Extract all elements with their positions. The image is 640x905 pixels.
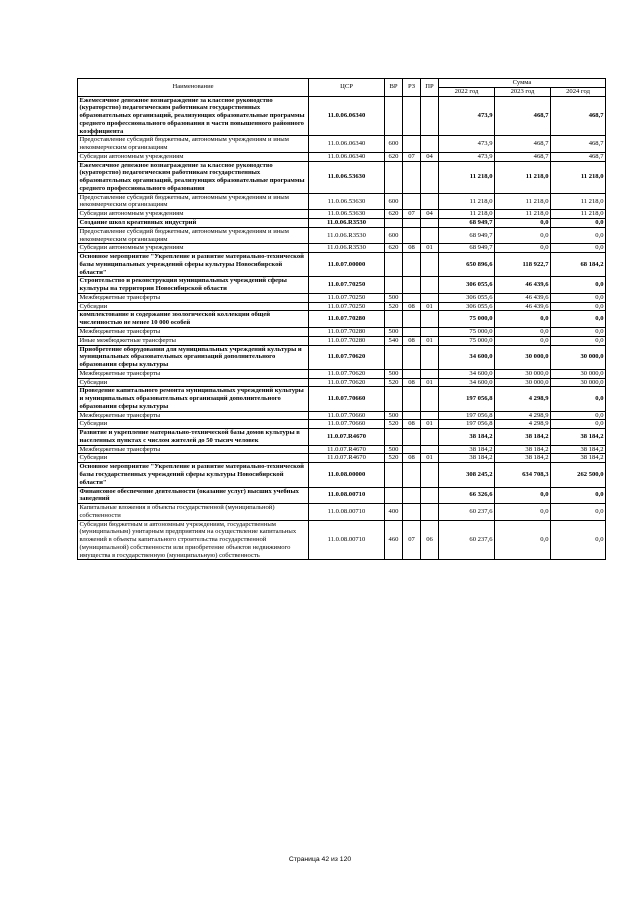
row-value-2023: 634 708,3	[495, 463, 551, 487]
row-vr	[385, 161, 403, 193]
row-value-2024: 262 500,0	[551, 463, 606, 487]
row-rz: 08	[403, 420, 421, 429]
table-row	[78, 429, 606, 446]
row-value-2023: 46 439,6	[495, 277, 551, 294]
row-value-2022: 473,9	[439, 152, 495, 161]
row-value-2024: 0,0	[551, 293, 606, 302]
row-pr: 04	[421, 210, 439, 219]
row-pr	[421, 293, 439, 302]
row-csr: 11.0.07.70620	[309, 369, 385, 378]
header-vr: ВР	[385, 79, 403, 97]
row-value-2023: 11 218,0	[495, 193, 551, 210]
table-row	[78, 293, 606, 302]
table-row	[78, 327, 606, 336]
row-value-2024: 0,0	[551, 277, 606, 294]
row-value-2024: 38 184,2	[551, 445, 606, 454]
row-name: Финансовое обеспечение деятельности (оказание услуг) высших учебных заведений	[78, 487, 309, 504]
row-value-2023: 30 000,0	[495, 369, 551, 378]
header-sum: Сумма	[439, 79, 606, 88]
row-pr	[421, 445, 439, 454]
row-value-2024: 30 000,0	[551, 369, 606, 378]
row-vr: 620	[385, 210, 403, 219]
row-rz	[403, 136, 421, 153]
row-vr: 520	[385, 420, 403, 429]
row-value-2023: 0,0	[495, 504, 551, 521]
table-row	[78, 445, 606, 454]
table-header-row	[78, 79, 606, 88]
row-pr	[421, 161, 439, 193]
row-value-2022: 75 000,0	[439, 336, 495, 345]
row-value-2022: 60 237,6	[439, 504, 495, 521]
row-name: Основное мероприятие "Укрепление и развитие материально-технической базы государственных учреждений сферы культуры Новосибирской области"	[78, 463, 309, 487]
row-rz	[403, 161, 421, 193]
row-name: Субсидии	[78, 378, 309, 387]
row-csr: 11.0.06.R3530	[309, 219, 385, 228]
row-value-2023: 30 000,0	[495, 345, 551, 369]
row-csr: 11.0.07.70280	[309, 327, 385, 336]
row-pr: 01	[421, 378, 439, 387]
header-csr: ЦСР	[309, 79, 385, 97]
row-value-2022: 75 000,0	[439, 311, 495, 328]
row-rz	[403, 345, 421, 369]
budget-table	[77, 78, 606, 560]
row-value-2024: 0,0	[551, 504, 606, 521]
row-vr	[385, 429, 403, 446]
row-vr	[385, 345, 403, 369]
row-pr	[421, 487, 439, 504]
row-value-2023: 4 298,9	[495, 420, 551, 429]
table-row	[78, 277, 606, 294]
row-vr: 520	[385, 378, 403, 387]
row-name: Ежемесячное денежное вознаграждение за классное руководство (кураторство) педагогическим работникам государственных образовательных организаций, реализующих образовательные программы среднего профессионального образования в части повышенного районного коэффициента	[78, 96, 309, 136]
row-name: Межбюджетные трансферты	[78, 369, 309, 378]
row-name: Субсидии	[78, 420, 309, 429]
table-row	[78, 193, 606, 210]
row-value-2022: 306 055,6	[439, 293, 495, 302]
row-rz: 08	[403, 302, 421, 311]
row-value-2024: 468,7	[551, 152, 606, 161]
row-pr	[421, 463, 439, 487]
row-rz: 08	[403, 378, 421, 387]
row-pr	[421, 253, 439, 277]
row-rz: 08	[403, 336, 421, 345]
row-rz	[403, 253, 421, 277]
row-value-2024: 0,0	[551, 227, 606, 244]
row-value-2023: 0,0	[495, 327, 551, 336]
row-csr: 11.0.07.R4670	[309, 445, 385, 454]
row-value-2023: 0,0	[495, 487, 551, 504]
row-vr: 620	[385, 244, 403, 253]
row-value-2022: 11 218,0	[439, 161, 495, 193]
row-value-2022: 38 184,2	[439, 429, 495, 446]
row-rz	[403, 504, 421, 521]
row-pr	[421, 136, 439, 153]
row-value-2022: 11 218,0	[439, 210, 495, 219]
row-value-2024: 0,0	[551, 520, 606, 560]
row-csr: 11.0.07.R4670	[309, 454, 385, 463]
row-csr: 11.0.07.70280	[309, 336, 385, 345]
row-rz	[403, 411, 421, 420]
table-row	[78, 378, 606, 387]
header-year-2022: 2022 год	[439, 87, 495, 96]
row-value-2023: 468,7	[495, 136, 551, 153]
table-row	[78, 504, 606, 521]
row-name: Предоставление субсидий бюджетным, автономным учреждениям и иным некоммерческим организациям	[78, 136, 309, 153]
table-row	[78, 454, 606, 463]
row-value-2022: 11 218,0	[439, 193, 495, 210]
row-value-2023: 468,7	[495, 96, 551, 136]
row-csr: 11.0.07.70660	[309, 420, 385, 429]
row-value-2022: 306 055,6	[439, 277, 495, 294]
row-pr: 01	[421, 302, 439, 311]
row-vr	[385, 253, 403, 277]
row-csr: 11.0.06.R3530	[309, 227, 385, 244]
row-rz: 08	[403, 244, 421, 253]
row-value-2024: 0,0	[551, 411, 606, 420]
row-pr: 01	[421, 244, 439, 253]
row-rz	[403, 193, 421, 210]
row-name: Субсидии автономным учреждениям	[78, 152, 309, 161]
row-csr: 11.0.06.06340	[309, 96, 385, 136]
table-row	[78, 302, 606, 311]
row-rz	[403, 311, 421, 328]
row-value-2024: 30 000,0	[551, 378, 606, 387]
row-value-2024: 11 218,0	[551, 193, 606, 210]
row-pr	[421, 327, 439, 336]
row-pr	[421, 345, 439, 369]
row-vr	[385, 277, 403, 294]
row-name: Создание школ креативных индустрий	[78, 219, 309, 228]
row-value-2022: 60 237,6	[439, 520, 495, 560]
row-value-2024: 0,0	[551, 336, 606, 345]
row-vr: 540	[385, 336, 403, 345]
row-value-2024: 38 184,2	[551, 454, 606, 463]
row-pr	[421, 277, 439, 294]
table-body	[78, 96, 606, 560]
row-value-2024: 468,7	[551, 136, 606, 153]
row-csr: 11.0.07.70620	[309, 378, 385, 387]
row-vr	[385, 463, 403, 487]
row-pr	[421, 387, 439, 411]
row-pr	[421, 369, 439, 378]
row-value-2023: 4 298,9	[495, 387, 551, 411]
table-row	[78, 96, 606, 136]
row-value-2022: 34 600,0	[439, 345, 495, 369]
row-vr: 500	[385, 411, 403, 420]
row-vr	[385, 387, 403, 411]
page-footer: Страница 42 из 120	[288, 856, 352, 863]
table-row	[78, 487, 606, 504]
row-pr	[421, 227, 439, 244]
header-year-2024: 2024 год	[551, 87, 606, 96]
row-value-2023: 0,0	[495, 520, 551, 560]
row-csr: 11.0.07.70280	[309, 311, 385, 328]
row-value-2024: 68 184,2	[551, 253, 606, 277]
header-pr: ПР	[421, 79, 439, 97]
row-value-2023: 11 218,0	[495, 161, 551, 193]
row-value-2023: 0,0	[495, 311, 551, 328]
row-value-2022: 197 056,8	[439, 411, 495, 420]
row-value-2022: 38 184,2	[439, 445, 495, 454]
row-value-2024: 30 000,0	[551, 345, 606, 369]
row-value-2024: 0,0	[551, 387, 606, 411]
row-csr: 11.0.06.R3530	[309, 244, 385, 253]
row-value-2023: 0,0	[495, 336, 551, 345]
row-value-2023: 0,0	[495, 219, 551, 228]
row-csr: 11.0.07.70620	[309, 345, 385, 369]
row-name: Развитие и укрепление материально-технической базы домов культуры в населенных пунктах с числом жителей до 50 тысяч человек	[78, 429, 309, 446]
row-name: Приобретение оборудования для муниципальных учреждений культуры и муниципальных образовательных организаций дополнительного образования сферы культуры	[78, 345, 309, 369]
row-value-2023: 30 000,0	[495, 378, 551, 387]
row-rz	[403, 387, 421, 411]
row-value-2024: 0,0	[551, 420, 606, 429]
row-value-2024: 0,0	[551, 311, 606, 328]
row-value-2022: 68 949,7	[439, 219, 495, 228]
row-value-2022: 68 949,7	[439, 244, 495, 253]
row-csr: 11.0.08.00710	[309, 504, 385, 521]
row-pr: 06	[421, 520, 439, 560]
row-value-2023: 38 184,2	[495, 454, 551, 463]
row-value-2023: 0,0	[495, 244, 551, 253]
row-value-2022: 197 056,8	[439, 387, 495, 411]
row-value-2024: 0,0	[551, 219, 606, 228]
row-rz	[403, 227, 421, 244]
row-csr: 11.0.07.70250	[309, 302, 385, 311]
row-value-2023: 38 184,2	[495, 445, 551, 454]
header-rz: РЗ	[403, 79, 421, 97]
row-csr: 11.0.06.53630	[309, 193, 385, 210]
row-value-2023: 11 218,0	[495, 210, 551, 219]
row-csr: 11.0.07.70660	[309, 411, 385, 420]
row-vr: 400	[385, 504, 403, 521]
row-csr: 11.0.06.53630	[309, 161, 385, 193]
row-value-2024: 0,0	[551, 327, 606, 336]
row-value-2022: 473,9	[439, 96, 495, 136]
row-vr: 620	[385, 152, 403, 161]
row-csr: 11.0.08.00710	[309, 487, 385, 504]
row-value-2023: 38 184,2	[495, 429, 551, 446]
row-rz	[403, 277, 421, 294]
row-value-2023: 46 439,6	[495, 302, 551, 311]
row-name: Капитальные вложения в объекты государственной (муниципальной) собственности	[78, 504, 309, 521]
table-row	[78, 136, 606, 153]
table-row	[78, 253, 606, 277]
header-year-2023: 2023 год	[495, 87, 551, 96]
row-vr	[385, 487, 403, 504]
row-pr: 01	[421, 420, 439, 429]
row-vr	[385, 96, 403, 136]
row-rz	[403, 293, 421, 302]
row-value-2022: 197 056,8	[439, 420, 495, 429]
row-value-2022: 650 896,6	[439, 253, 495, 277]
row-rz: 07	[403, 210, 421, 219]
row-name: Субсидии автономным учреждениям	[78, 244, 309, 253]
row-vr	[385, 311, 403, 328]
row-rz: 08	[403, 454, 421, 463]
row-value-2024: 11 218,0	[551, 161, 606, 193]
row-vr: 600	[385, 136, 403, 153]
row-csr: 11.0.06.06340	[309, 136, 385, 153]
row-rz	[403, 219, 421, 228]
row-vr: 500	[385, 327, 403, 336]
row-name: Предоставление субсидий бюджетным, автономным учреждениям и иным некоммерческим организациям	[78, 193, 309, 210]
table-row	[78, 311, 606, 328]
row-pr	[421, 193, 439, 210]
row-value-2024: 11 218,0	[551, 210, 606, 219]
row-vr: 600	[385, 227, 403, 244]
row-name: Строительство и реконструкция муниципальных учреждений сферы культуры на территории Новосибирской области	[78, 277, 309, 294]
row-pr	[421, 219, 439, 228]
row-rz	[403, 327, 421, 336]
row-value-2022: 66 326,6	[439, 487, 495, 504]
row-csr: 11.0.08.00000	[309, 463, 385, 487]
table-row	[78, 244, 606, 253]
row-csr: 11.0.08.00710	[309, 520, 385, 560]
row-value-2022: 308 245,2	[439, 463, 495, 487]
row-csr: 11.0.07.R4670	[309, 429, 385, 446]
table-row	[78, 520, 606, 560]
row-value-2022: 473,9	[439, 136, 495, 153]
table-row	[78, 420, 606, 429]
table-row	[78, 219, 606, 228]
row-vr	[385, 219, 403, 228]
table-row	[78, 227, 606, 244]
row-csr: 11.0.07.70250	[309, 277, 385, 294]
row-value-2022: 34 600,0	[439, 378, 495, 387]
table-row	[78, 345, 606, 369]
row-csr: 11.0.06.53630	[309, 210, 385, 219]
row-value-2023: 46 439,6	[495, 293, 551, 302]
row-pr: 01	[421, 336, 439, 345]
row-rz: 07	[403, 152, 421, 161]
row-value-2023: 118 922,7	[495, 253, 551, 277]
row-name: Проведение капитального ремонта муниципальных учреждений культуры и муниципальных образовательных организаций дополнительного образования сферы культуры	[78, 387, 309, 411]
row-vr: 500	[385, 445, 403, 454]
row-pr: 04	[421, 152, 439, 161]
row-csr: 11.0.07.70660	[309, 387, 385, 411]
row-value-2022: 75 000,0	[439, 327, 495, 336]
row-value-2024: 0,0	[551, 244, 606, 253]
row-csr: 11.0.06.06340	[309, 152, 385, 161]
row-value-2022: 68 949,7	[439, 227, 495, 244]
row-rz: 07	[403, 520, 421, 560]
row-value-2024: 0,0	[551, 302, 606, 311]
header-name: Наименование	[78, 79, 309, 97]
row-vr: 460	[385, 520, 403, 560]
row-rz	[403, 463, 421, 487]
row-value-2022: 306 055,6	[439, 302, 495, 311]
row-pr	[421, 504, 439, 521]
row-name: Предоставление субсидий бюджетным, автономным учреждениям и иным некоммерческим организациям	[78, 227, 309, 244]
row-rz	[403, 445, 421, 454]
row-name: Ежемесячное денежное вознаграждение за классное руководство (кураторство) педагогическим работникам государственных образовательных организаций, реализующих образовательные программы среднего профессионального образования	[78, 161, 309, 193]
table-row	[78, 336, 606, 345]
table-row	[78, 210, 606, 219]
row-name: Межбюджетные трансферты	[78, 445, 309, 454]
row-name: Межбюджетные трансферты	[78, 327, 309, 336]
row-rz	[403, 429, 421, 446]
row-name: Межбюджетные трансферты	[78, 411, 309, 420]
row-vr: 520	[385, 302, 403, 311]
row-name: Субсидии	[78, 454, 309, 463]
table-row	[78, 411, 606, 420]
row-value-2023: 4 298,9	[495, 411, 551, 420]
row-csr: 11.0.07.00000	[309, 253, 385, 277]
table-row	[78, 463, 606, 487]
row-value-2022: 38 184,2	[439, 454, 495, 463]
row-pr	[421, 311, 439, 328]
row-value-2023: 468,7	[495, 152, 551, 161]
row-vr: 600	[385, 193, 403, 210]
row-rz	[403, 487, 421, 504]
row-value-2023: 0,0	[495, 227, 551, 244]
row-name: комплектование и содержание зоологической коллекции общей численностью не менее 10 000 особей	[78, 311, 309, 328]
row-value-2024: 0,0	[551, 487, 606, 504]
row-rz	[403, 96, 421, 136]
row-value-2022: 34 600,0	[439, 369, 495, 378]
row-name: Межбюджетные трансферты	[78, 293, 309, 302]
row-csr: 11.0.07.70250	[309, 293, 385, 302]
table-row	[78, 152, 606, 161]
row-name: Субсидии бюджетным и автономным учреждениям, государственным (муниципальным) унитарным предприятиям на осуществление капитальных вложений в объекты капитального строительства государственной (муниципальной) собственности или приобретение объектов недвижимого имущества в государственную (муниципальную) собственность	[78, 520, 309, 560]
row-vr: 500	[385, 369, 403, 378]
row-value-2024: 38 184,2	[551, 429, 606, 446]
row-vr: 520	[385, 454, 403, 463]
row-name: Иные межбюджетные трансферты	[78, 336, 309, 345]
row-vr: 500	[385, 293, 403, 302]
row-pr	[421, 411, 439, 420]
table-row	[78, 387, 606, 411]
row-name: Основное мероприятие "Укрепление и развитие материально-технической базы муниципальных учреждений сферы культуры Новосибирской области"	[78, 253, 309, 277]
row-pr	[421, 96, 439, 136]
row-name: Субсидии автономным учреждениям	[78, 210, 309, 219]
row-rz	[403, 369, 421, 378]
table-row	[78, 161, 606, 193]
row-value-2024: 468,7	[551, 96, 606, 136]
row-pr	[421, 429, 439, 446]
table-row	[78, 369, 606, 378]
row-name: Субсидии	[78, 302, 309, 311]
row-pr: 01	[421, 454, 439, 463]
